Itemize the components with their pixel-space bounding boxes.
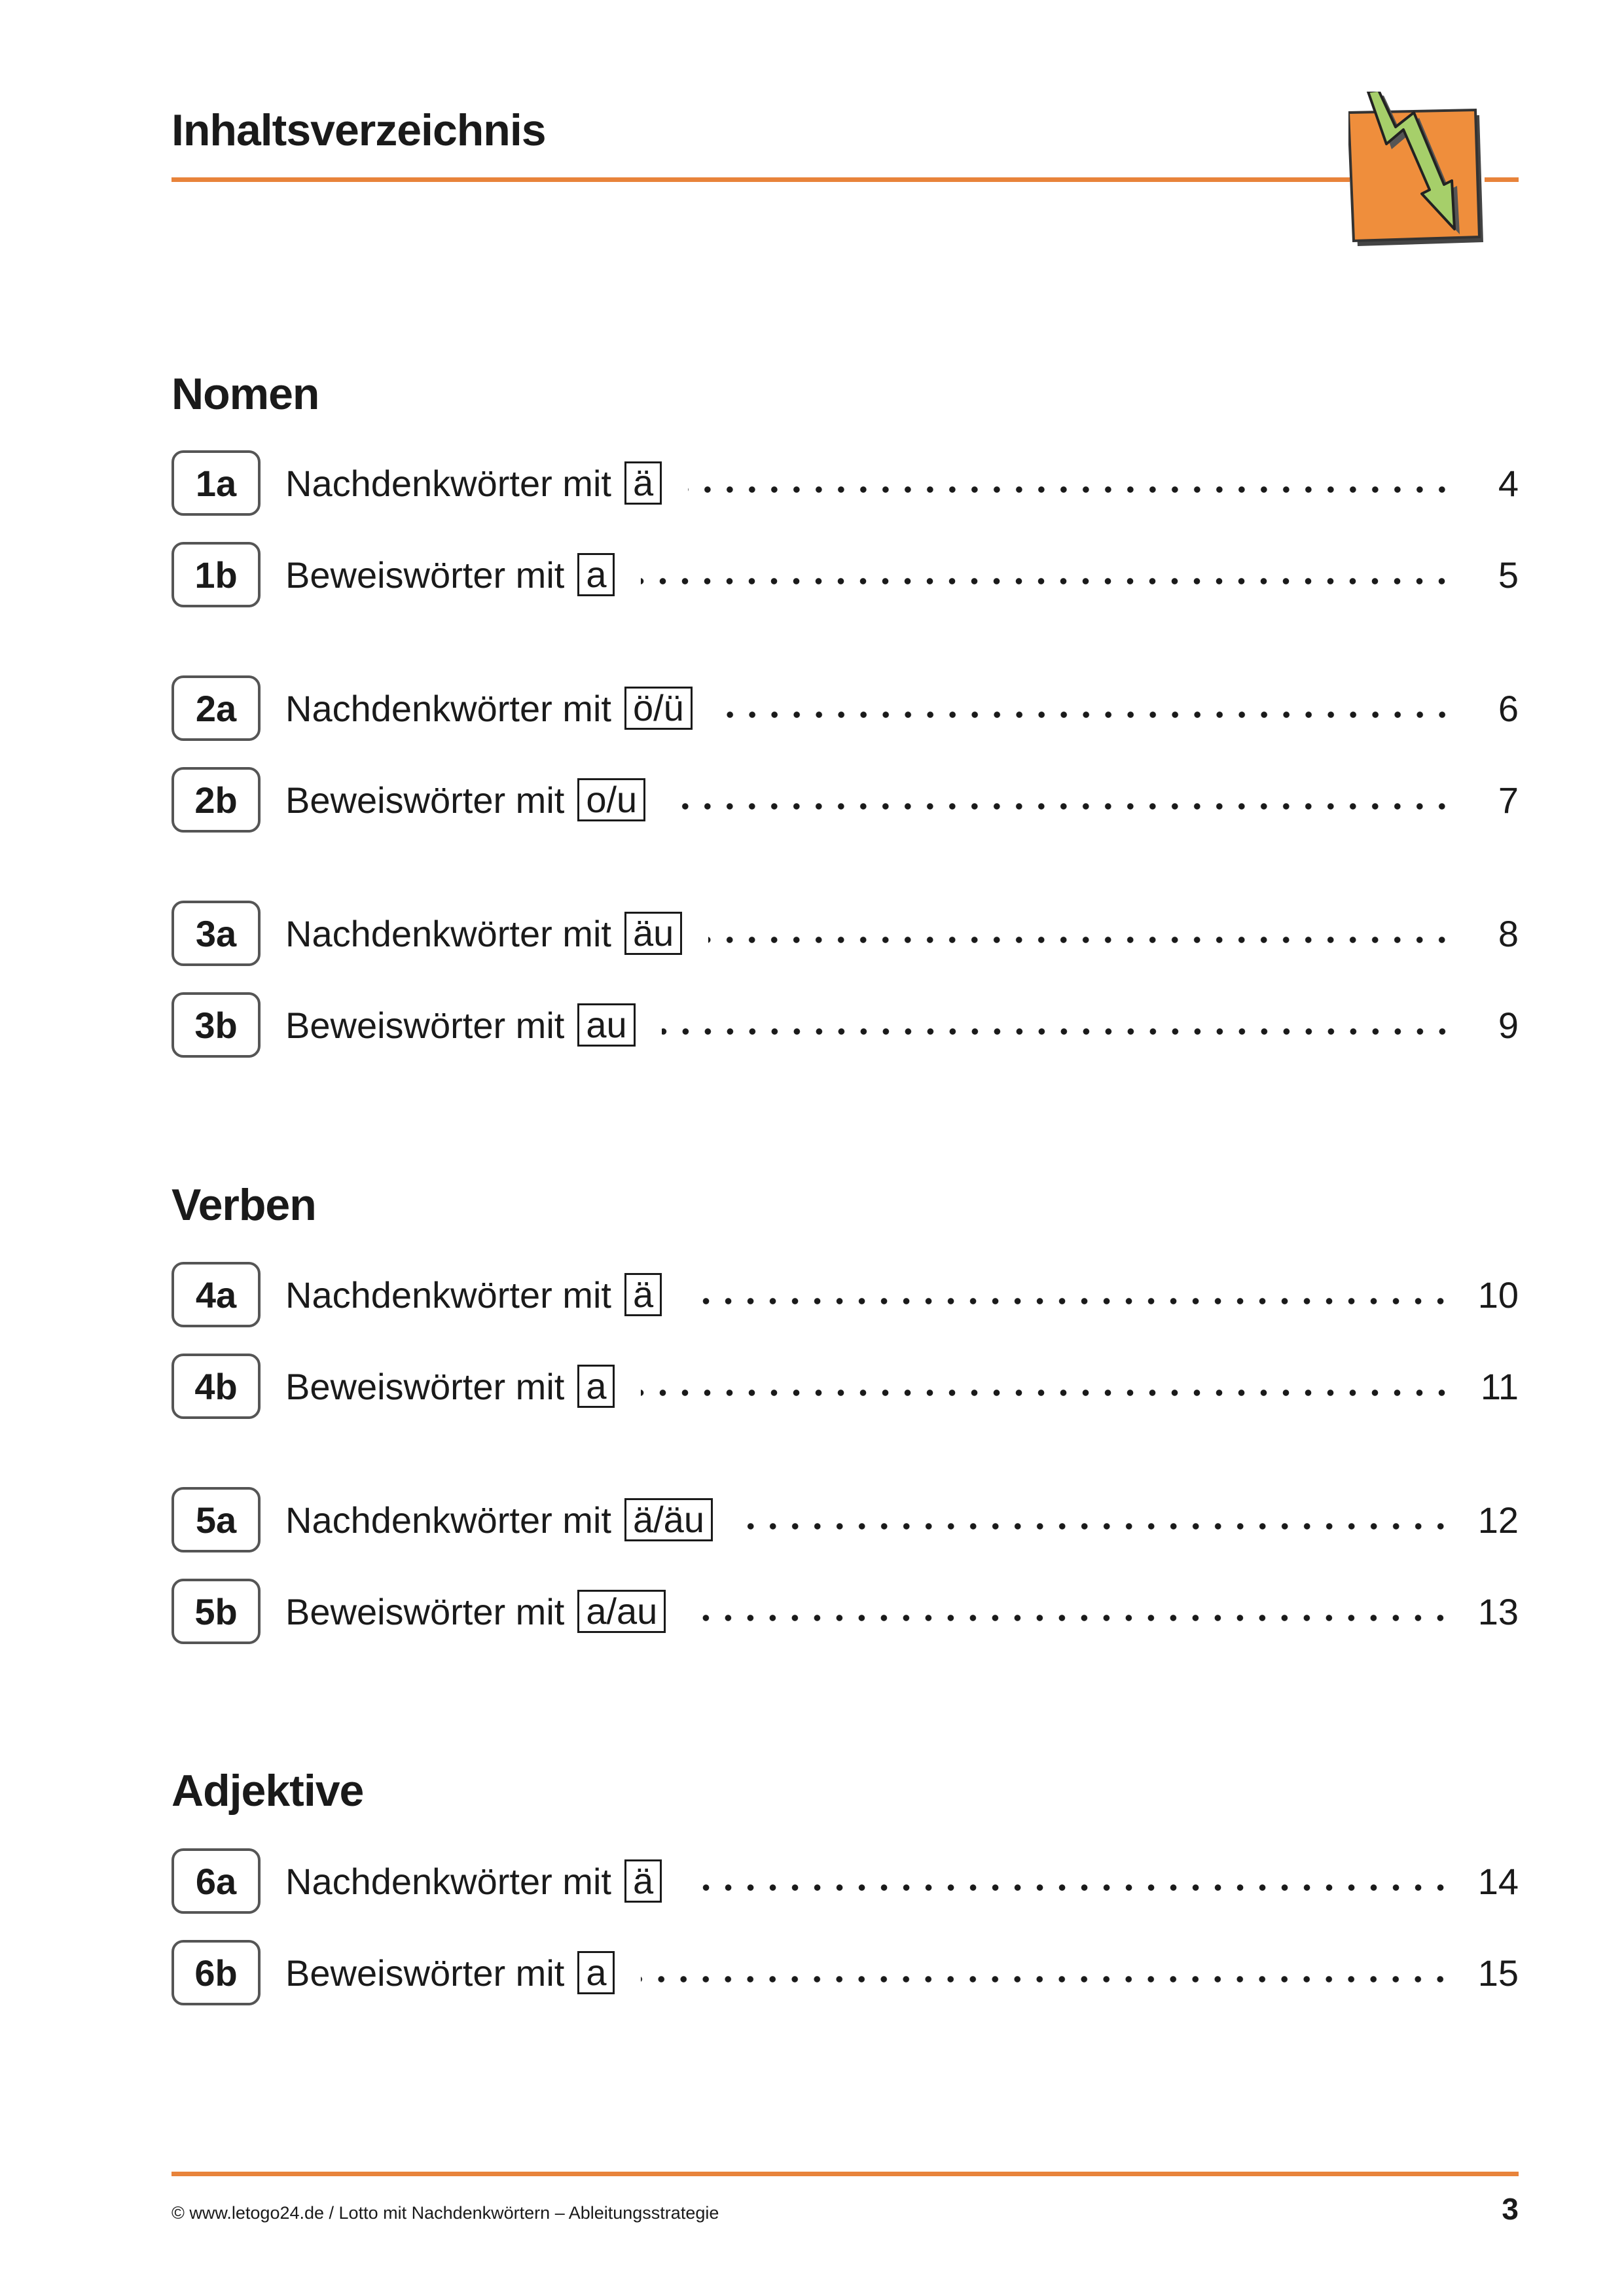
- entry-letters: ä: [624, 1273, 662, 1316]
- entry-label: Nachdenkwörter mit: [285, 687, 611, 729]
- header-rule: [171, 177, 1350, 182]
- entry-badge: 2a: [171, 675, 261, 741]
- entry-label: Beweiswörter mit: [285, 1365, 565, 1407]
- entry-letters: a: [577, 553, 615, 596]
- entry-label: Beweiswörter mit: [285, 1004, 565, 1046]
- toc-entry[interactable]: [171, 767, 1519, 835]
- entry-badge: 1b: [171, 542, 261, 607]
- entry-badge: 6a: [171, 1848, 261, 1914]
- entry-label: Nachdenkwörter mit: [285, 912, 611, 954]
- toc-entry[interactable]: [171, 450, 1519, 518]
- section-title-verben: Verben: [171, 1180, 316, 1230]
- entry-page-number: 15: [1477, 1952, 1519, 1994]
- entry-badge: 4b: [171, 1354, 261, 1419]
- entry-badge: 3b: [171, 992, 261, 1058]
- dot-leader: [662, 1028, 1453, 1035]
- entry-badge: 3a: [171, 901, 261, 966]
- entry-letters: ä: [624, 1859, 662, 1903]
- dot-leader: [688, 486, 1453, 493]
- dot-leader: [672, 802, 1453, 810]
- header-rule-end: [1485, 177, 1519, 182]
- dot-leader: [641, 1975, 1451, 1983]
- entry-letters: a: [577, 1951, 615, 1994]
- entry-letters: ö/ü: [624, 687, 693, 730]
- entry-page-number: 6: [1498, 687, 1519, 729]
- toc-entry[interactable]: [171, 901, 1519, 969]
- entry-label: Beweiswörter mit: [285, 1952, 565, 1994]
- entry-page-number: 8: [1498, 912, 1519, 954]
- entry-label: Beweiswörter mit: [285, 779, 565, 821]
- entry-page-number: 9: [1498, 1004, 1519, 1046]
- dot-leader: [641, 1389, 1453, 1397]
- entry-label: Nachdenkwörter mit: [285, 1860, 611, 1902]
- dot-leader: [739, 1522, 1452, 1530]
- footer-rule: [171, 2172, 1519, 2176]
- entry-badge: 4a: [171, 1262, 261, 1327]
- toc-entry[interactable]: [171, 542, 1519, 610]
- entry-letters: au: [577, 1003, 635, 1047]
- entry-page-number: 11: [1480, 1365, 1519, 1407]
- toc-entry[interactable]: [171, 675, 1519, 744]
- toc-entry[interactable]: [171, 1848, 1519, 1916]
- entry-label: Nachdenkwörter mit: [285, 462, 611, 504]
- entry-letters: o/u: [577, 778, 645, 821]
- entry-page-number: 14: [1477, 1860, 1519, 1902]
- entry-letters: a/au: [577, 1590, 666, 1633]
- dot-leader: [708, 936, 1453, 944]
- entry-page-number: 7: [1498, 779, 1519, 821]
- entry-letters: ä: [624, 461, 662, 505]
- dot-leader: [692, 1614, 1451, 1622]
- dot-leader: [688, 1884, 1452, 1892]
- toc-entry[interactable]: [171, 1354, 1519, 1422]
- entry-badge: 6b: [171, 1940, 261, 2005]
- footer-copyright: © www.letogo24.de / Lotto mit Nachdenkwörtern – Ableitungsstrategie: [171, 2203, 719, 2223]
- footer-page-number: 3: [1502, 2192, 1519, 2226]
- entry-badge: 2b: [171, 767, 261, 833]
- entry-badge: 5a: [171, 1487, 261, 1552]
- entry-page-number: 10: [1477, 1274, 1519, 1316]
- entry-label: Beweiswörter mit: [285, 1590, 565, 1632]
- dot-leader: [688, 1297, 1452, 1305]
- lightning-arrow-icon: [1348, 92, 1499, 255]
- entry-badge: 1a: [171, 450, 261, 516]
- entry-letters: ä/äu: [624, 1498, 713, 1541]
- entry-label: Nachdenkwörter mit: [285, 1499, 611, 1541]
- toc-entry[interactable]: [171, 992, 1519, 1060]
- section-title-nomen: Nomen: [171, 369, 319, 419]
- entry-letters: äu: [624, 912, 682, 955]
- entry-label: Nachdenkwörter mit: [285, 1274, 611, 1316]
- dot-leader: [719, 711, 1453, 719]
- toc-entry[interactable]: [171, 1487, 1519, 1555]
- dot-leader: [641, 577, 1453, 585]
- toc-entry[interactable]: [171, 1262, 1519, 1330]
- toc-entry[interactable]: [171, 1940, 1519, 2008]
- toc-entry[interactable]: [171, 1579, 1519, 1647]
- entry-page-number: 13: [1477, 1590, 1519, 1632]
- entry-letters: a: [577, 1365, 615, 1408]
- page-title: Inhaltsverzeichnis: [171, 105, 546, 155]
- entry-page-number: 12: [1477, 1499, 1519, 1541]
- entry-page-number: 4: [1498, 462, 1519, 504]
- entry-label: Beweiswörter mit: [285, 554, 565, 596]
- section-title-adjektive: Adjektive: [171, 1766, 364, 1816]
- entry-page-number: 5: [1498, 554, 1519, 596]
- entry-badge: 5b: [171, 1579, 261, 1644]
